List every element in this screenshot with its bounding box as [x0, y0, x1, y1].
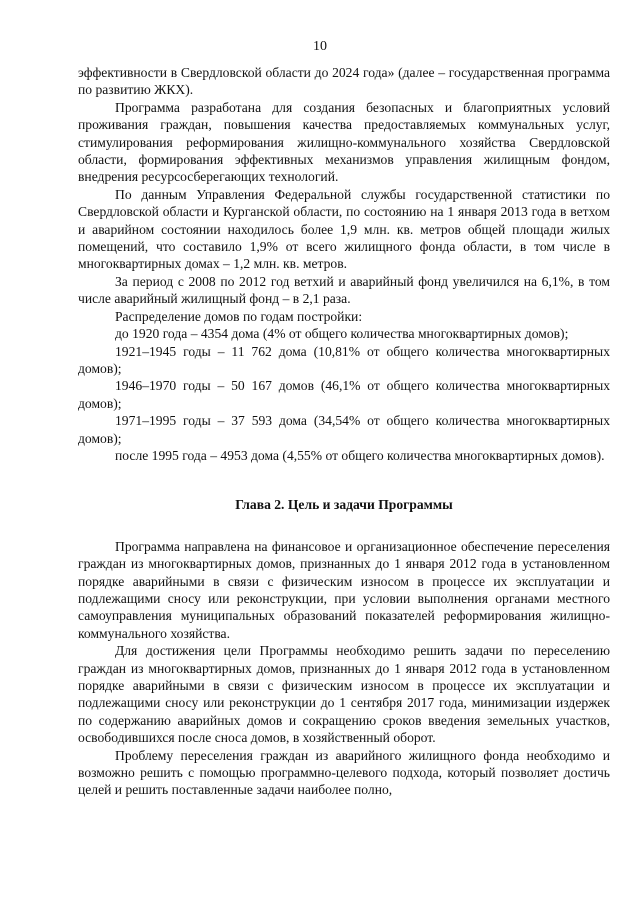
- distribution-item-1921-1945: 1921–1945 годы – 11 762 дома (10,81% от общего количества многоквартирных домов);: [78, 343, 610, 376]
- paragraph-distribution-intro: Распределение домов по годам постройки:: [115, 308, 363, 324]
- page-number: 10: [313, 39, 327, 54]
- distribution-item-before-1920: до 1920 года – 4354 дома (4% от общего количества многоквартирных домов);: [115, 326, 569, 342]
- distribution-item-after-1995: после 1995 года – 4953 дома (4,55% от общего количества многоквартирных домов).: [115, 447, 605, 463]
- paragraph-program-approach: Проблему переселения граждан из аварийного жилищного фонда необходимо и возможно решить с помощью программно-целевого подхода, который позволяет достичь целей и решить поставленные задачи наиболее полно,: [78, 747, 610, 798]
- paragraph-program-direction: Программа направлена на финансовое и организационное обеспечение переселения граждан из многоквартирных домов, признанных до 1 января 2012 года в установленном порядке аварийными в связи с физическим износом в процессе их эксплуатации и подлежащими сносу или реконструкции, при условии выполнения органами местного самоуправления муниципальных образований показателей реформирования жилищно-коммунального хозяйства.: [78, 538, 610, 641]
- paragraph-program-purpose: Программа разработана для создания безопасных и благоприятных условий проживания граждан, повышения качества предоставляемых коммунальных услуг, стимулирования реформирования жилищно-коммунального хозяйства Свердловской области, формирования эффективных механизмов управления жилищным фондом, внедрения ресурсосберегающих технологий.: [78, 99, 610, 185]
- distribution-item-1971-1995: 1971–1995 годы – 37 593 дома (34,54% от общего количества многоквартирных домов);: [78, 413, 610, 446]
- paragraph-statistics: По данным Управления Федеральной службы государственной статистики по Свердловской области и Курганской области, по состоянию на 1 января 2013 года в ветхом и аварийном состоянии находилось более 1,9 млн. кв. метров общей площади жилых помещений, что составило 1,9% от всего жилищного фонда области, в том числе в многоквартирных домах – 1,2 млн. кв. метров.: [78, 186, 610, 272]
- paragraph-continuation: эффективности в Свердловской области до 2024 года» (далее – государственная программа по развитию ЖКХ).: [78, 65, 610, 98]
- document-body: [78, 64, 610, 799]
- paragraph-growth: За период с 2008 по 2012 год ветхий и аварийный фонд увеличился на 6,1%, в том числе аварийный жилищный фонд – в 2,1 раза.: [78, 273, 610, 307]
- chapter-title: Глава 2. Цель и задачи Программы: [235, 497, 453, 513]
- distribution-item-1946-1970: 1946–1970 годы – 50 167 домов (46,1% от общего количества многоквартирных домов);: [78, 378, 610, 411]
- paragraph-program-tasks: Для достижения цели Программы необходимо решить задачи по переселению граждан из многоквартирных домов, признанных до 1 января 2012 года в установленном порядке аварийными в связи с физическим износом в процессе их эксплуатации и подлежащими сносу или реконструкции до 1 сентября 2017 года, минимизации издержек по содержанию аварийных домов и сокращению сроков введения земельных участков, освободившихся после сноса домов, в хозяйственный оборот.: [78, 643, 610, 746]
